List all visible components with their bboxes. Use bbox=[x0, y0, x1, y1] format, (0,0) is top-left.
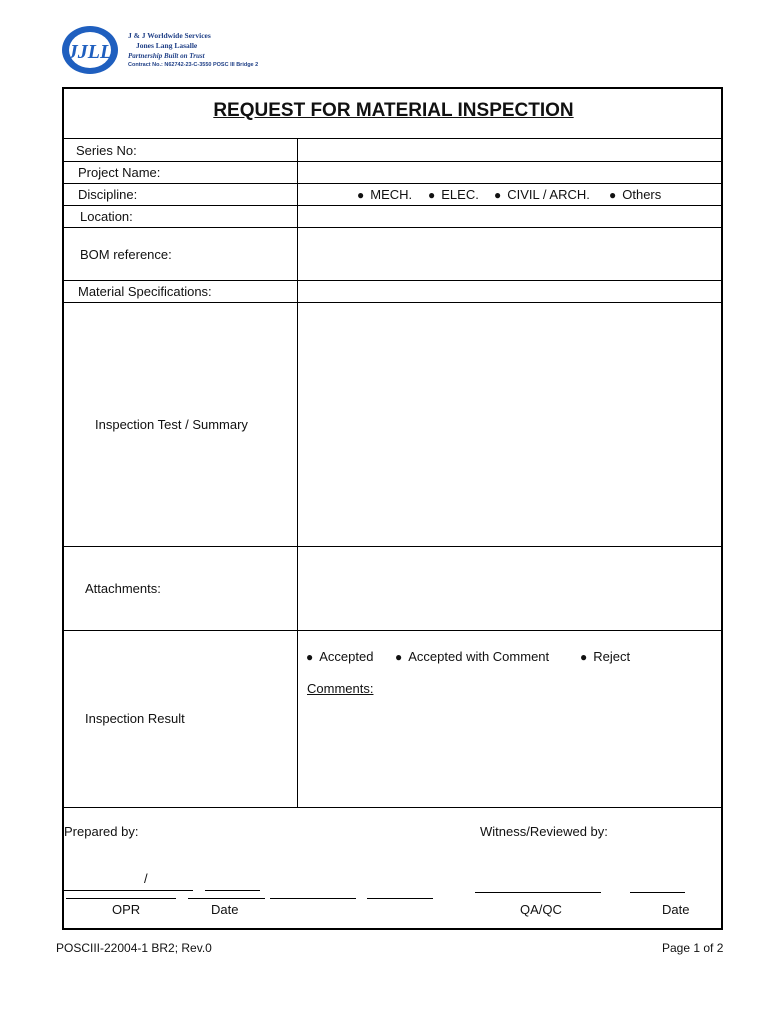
witness-reviewed-label: Witness/Reviewed by: bbox=[480, 824, 608, 839]
opr-signature-line[interactable] bbox=[66, 898, 176, 899]
comments-label: Comments: bbox=[307, 681, 374, 696]
bullet-icon: ● bbox=[428, 188, 436, 202]
inspection-test-label: Inspection Test / Summary bbox=[95, 417, 248, 432]
page-number: Page 1 of 2 bbox=[662, 941, 724, 955]
partner-name: Jones Lang Lasalle bbox=[136, 41, 198, 50]
opr-signature-line[interactable] bbox=[64, 890, 193, 891]
divider bbox=[62, 630, 723, 631]
bom-reference-label: BOM reference: bbox=[80, 247, 172, 262]
company-name: J & J Worldwide Services bbox=[128, 31, 211, 40]
bullet-icon: ● bbox=[357, 188, 365, 202]
divider bbox=[62, 807, 723, 808]
signature-line[interactable] bbox=[367, 898, 433, 899]
tagline: Partnership Built on Trust bbox=[128, 52, 205, 60]
discipline-option-mech[interactable]: ● MECH. bbox=[357, 187, 413, 202]
contract-number: Contract No.: N62742-23-C-3550 POSC III Bridge 2 bbox=[128, 62, 259, 68]
logo-text: JJLL bbox=[67, 41, 113, 63]
date-label-left: Date bbox=[211, 902, 239, 917]
project-name-field[interactable] bbox=[298, 162, 722, 182]
bullet-icon: ● bbox=[306, 650, 314, 664]
prepared-by-label: Prepared by: bbox=[64, 824, 139, 839]
signature-line[interactable] bbox=[270, 898, 356, 899]
bullet-icon: ● bbox=[494, 188, 502, 202]
discipline-option-civil[interactable]: ● CIVIL / ARCH. bbox=[494, 187, 590, 202]
document-code: POSCIII-22004-1 BR2; Rev.0 bbox=[56, 941, 212, 955]
bullet-icon: ● bbox=[395, 650, 403, 664]
qaqc-signature-line[interactable] bbox=[475, 892, 601, 893]
result-option-accepted[interactable]: ● Accepted bbox=[306, 649, 374, 664]
project-name-label: Project Name: bbox=[78, 165, 161, 180]
discipline-option-others[interactable]: ● Others bbox=[609, 187, 662, 202]
inspection-result-label: Inspection Result bbox=[85, 711, 185, 726]
bom-reference-field[interactable] bbox=[298, 228, 722, 279]
opr-signature-line[interactable] bbox=[188, 898, 265, 899]
bullet-icon: ● bbox=[609, 188, 617, 202]
location-label: Location: bbox=[80, 209, 133, 224]
attachments-label: Attachments: bbox=[85, 581, 161, 596]
opr-label: OPR bbox=[112, 902, 141, 917]
slash-separator: / bbox=[144, 871, 148, 886]
qaqc-date-line[interactable] bbox=[630, 892, 685, 893]
result-option-accepted-with-comment[interactable]: ● Accepted with Comment bbox=[395, 649, 550, 664]
attachments-field[interactable] bbox=[298, 547, 722, 629]
date-signature-line[interactable] bbox=[205, 890, 260, 891]
bullet-icon: ● bbox=[580, 650, 588, 664]
material-specs-label: Material Specifications: bbox=[78, 284, 212, 299]
series-no-label: Series No: bbox=[76, 143, 137, 158]
location-field[interactable] bbox=[298, 206, 722, 226]
discipline-option-elec[interactable]: ● ELEC. bbox=[428, 187, 479, 202]
inspection-test-field[interactable] bbox=[298, 303, 722, 545]
form-title: REQUEST FOR MATERIAL INSPECTION bbox=[213, 100, 574, 121]
comments-field[interactable] bbox=[298, 700, 722, 806]
material-specs-field[interactable] bbox=[298, 281, 722, 301]
result-option-reject[interactable]: ● Reject bbox=[580, 649, 631, 664]
divider bbox=[62, 183, 723, 184]
qaqc-label: QA/QC bbox=[520, 902, 562, 917]
series-no-field[interactable] bbox=[298, 139, 722, 160]
date-label-right: Date bbox=[662, 902, 690, 917]
company-logo bbox=[60, 24, 120, 76]
discipline-label: Discipline: bbox=[78, 187, 138, 202]
